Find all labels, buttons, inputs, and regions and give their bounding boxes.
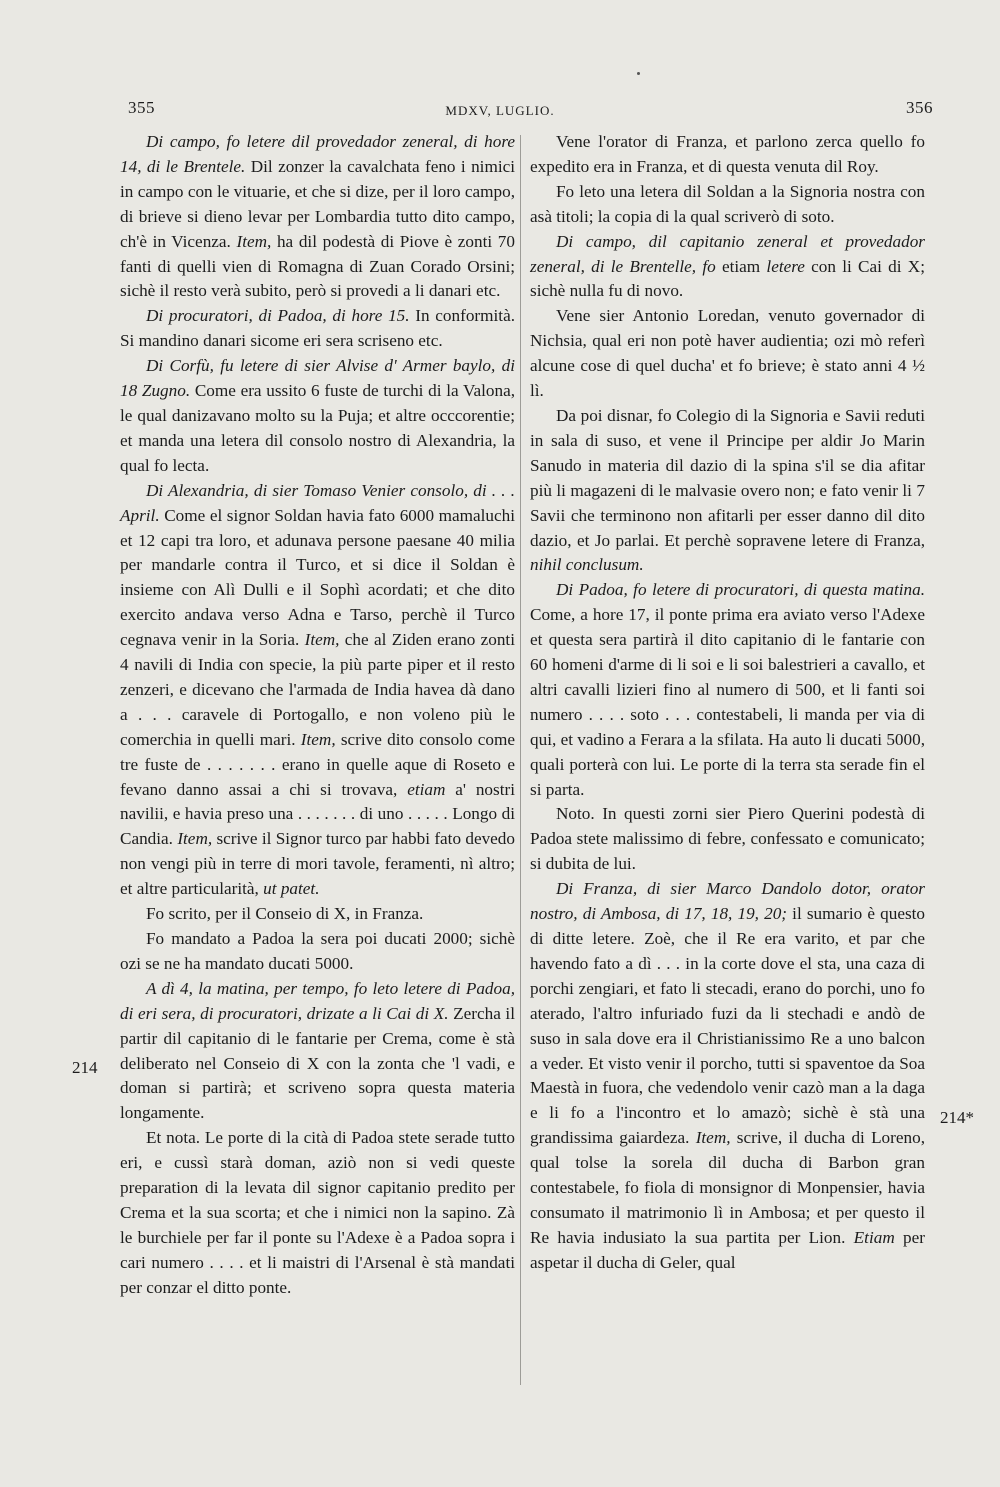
text-run: scrive, il ducha di Loreno, qual tolse la sorela dil ducha di Barbon gran contestabele, fo fiola di monsignor di Monpensier, havia consumato il matrimonio lì in Ambosa; et per questo il Re havia indusiato la sua partita per Lion.	[530, 1128, 925, 1247]
text-run: Fo mandato a Padoa la sera poi ducati 2000; sichè ozi se ne ha mandato ducati 5000.	[120, 929, 515, 973]
paragraph	[120, 130, 515, 304]
text-run: Dil zonzer la cavalchata feno i nimici in campo con le vituarie, et che si dize, per il loro campo, di brieve si dieno levar per Lombardia tutto dito campo, ch'è in Vicenza.	[120, 156, 516, 251]
paragraph	[530, 877, 925, 1276]
paragraph	[120, 479, 515, 902]
text-run: Come el signor Soldan havia fato 6000 mamaluchi et 12 capi tra loro, et adunava persone paesane 40 milia per mandarle contra il Turco, et si dice il Soldan è insieme con Alì Dulli e il Sophì acordati; et che dito exercito andava verso Adna e Tarso, perchè il Turco cegnava venir in la Soria.	[120, 505, 515, 650]
text-run: Vene l'orator di Franza, et parlono zerca quello fo expedito era in Franza, et di questa venuta dil Roy.	[530, 132, 925, 176]
left-text-column	[120, 130, 515, 1301]
text-run: In conformità. Si mandino danari sicome eri sera scriseno etc.	[120, 306, 515, 351]
text-run: scrive il Signor turco par habbi fato devedo non vengi più in terre di mori tavole, feramenti, nì altro; et altre particularità,	[120, 829, 515, 899]
paragraph	[120, 927, 515, 977]
paragraph	[120, 354, 515, 479]
italic-text-run: Etiam	[853, 1227, 895, 1247]
margin-number-left: 214	[72, 1058, 98, 1077]
text-run: il sumario è questo di ditte letere. Zoè, che il Re era varito, et par che havendo fato a dì . . . in la corte dove el sta, una caza di porchi zengiari, et fato li stecadi, erano do porchi, uno fo aterado, l'altro infuriado fuzi da li stechadi e andò de suso in sala dove era il Christianissimo Re a uno balcon a veder. Et visto venir il porcho, tutti si spaventoe da Soa Maestà in fuora, che vedendolo venir cazò man a la daga e li fo a l'incontro et lo amazò; sichè è stà una grandissima gaiardeza.	[530, 904, 926, 1148]
text-run: Vene sier Antonio Loredan, venuto governador di Nichsia, qual eri non potè haver audientia; ozi mò referì alcune cose di quel ducha' et fo brieve; è stato anni 4 ½ lì.	[530, 306, 925, 401]
paragraph	[120, 977, 515, 1126]
italic-text-run: Di campo, fo letere dil provedador zeneral, di hore 14, di le Brentele.	[120, 132, 515, 176]
page-number-left: 355	[128, 98, 155, 117]
text-run: ha dil podestà di Piove è zonti 70 fanti di quelli vien di Romagna di Zuan Corado Orsini; sichè il resto verà subito, però si provedi a li danari etc.	[120, 231, 515, 301]
italic-text-run: Item,	[177, 829, 213, 849]
text-run: Fo leto una letera dil Soldan a la Signoria nostra con asà titoli; la copia di la qual scriverò di soto.	[530, 181, 925, 226]
text-run: Da poi disnar, fo Colegio di la Signoria e Savii reduti in sala di suso, et vene il Principe per aldir Jo Marin Sanudo in materia dil dazio di la spina s'il se dia afitar più li magazeni di le malvasie overo non; e fato venir li 7 Savii che terminono non afitarli per esser danno dil dito dazio, et Jo parlai. Et perchè sopravene letere di Franza,	[530, 405, 925, 550]
italic-text-run: Di procuratori, di Padoa, di hore 15.	[146, 306, 410, 326]
paragraph	[530, 180, 925, 230]
italic-text-run: ut patet.	[263, 879, 320, 899]
italic-text-run: Item,	[304, 630, 340, 650]
text-run: che al Ziden erano zonti 4 navili di India con specie, la più parte piper et il resto zenzeri, e dicevano che l'armada de India havea dà dano a . . . caravele di Portogallo, e non voleno più le comerchia in quelli mari.	[120, 630, 515, 749]
italic-text-run: Di Franza, di sier Marco Dandolo dotor, orator nostro, di Ambosa, di 17, 18, 19, 20;	[530, 879, 925, 924]
text-run: Come era ussito 6 fuste de turchi di la Valona, le qual danizavano molto su la Puja; et altre occcorentie; et manda una letera dil consolo nostro di Alexandria, la qual fo lecta.	[120, 381, 516, 475]
italic-text-run: Item,	[695, 1128, 731, 1148]
italic-text-run: letere	[766, 256, 805, 276]
paragraph	[530, 404, 925, 578]
paragraph	[530, 130, 925, 180]
text-run: Fo scrito, per il Conseio di X, in Franza.	[146, 904, 424, 924]
paragraph	[530, 304, 925, 404]
paragraph	[530, 802, 925, 877]
column-divider	[520, 135, 521, 1385]
text-run: Noto. In questi zorni sier Piero Querini podestà di Padoa stete malissimo di febre, confessato e comunicato; si dubita de lui.	[530, 804, 925, 874]
margin-number-right: 214*	[940, 1108, 974, 1127]
paragraph	[120, 902, 515, 927]
page-number-right: 356	[906, 98, 933, 117]
text-run: Come, a hore 17, il ponte prima era aviato verso l'Adexe et questa sera partirà il dito capitanio di le fantarie con 60 homeni d'arme di li soi e li soi balestrieri a cavallo, et altri cavalli lizieri fino al numero di 500, et li fanti soi numero . . . . soto . . . contestabeli, li manda per via di qui, et vadino a Ferara a la sfilata. Ha auto li ducati 5000, quali porterà con lui. Le porte di la terra sta serade fin el si parta.	[530, 605, 925, 799]
text-run: a' nostri navilii, e havia preso una . . . . . . . di uno . . . . . Longo di Candia.	[120, 779, 515, 849]
italic-text-run: A dì 4, la matina, per tempo, fo leto letere di Padoa, di eri sera, di procuratori, drizate a li Cai di X.	[120, 978, 515, 1023]
italic-text-run: nihil conclusum.	[530, 555, 644, 575]
italic-text-run: Item,	[300, 729, 336, 749]
italic-text-run: Di campo, dil capitanio zeneral et provedador zeneral, di le Brentelle, fo	[530, 231, 925, 276]
running-title: MDXV, LUGLIO.	[445, 103, 555, 118]
paragraph	[530, 230, 925, 305]
right-text-column	[530, 130, 925, 1276]
text-run: scrive dito consolo come tre fuste de . . . . . . . erano in quelle aque di Roseto e fevano danno assai a chi si trovava,	[120, 729, 515, 799]
text-run: Zercha il partir dil capitanio di le fantarie per Crema, come è stà deliberato nel Conseio di X con la zonta che 'l vadi, e doman si partirà; et scriveno sopra questa materia longamente.	[120, 1003, 515, 1123]
italic-text-run: Di Padoa, fo letere di procuratori, di questa matina.	[556, 580, 925, 600]
italic-text-run: Di Corfù, fu letere di sier Alvise d' Armer baylo, di 18 Zugno.	[120, 356, 515, 401]
text-run: per aspetar il ducha di Geler, qual	[530, 1227, 925, 1272]
italic-text-run: Di Alexandria, di sier Tomaso Venier consolo, di . . . April.	[120, 480, 515, 525]
text-run: Et nota. Le porte di la cità di Padoa stete serade tutto eri, e cussì starà doman, aziò non si vedi queste preparation di la levata dil signor capitanio predito per Crema et la sua scorta; et che i nimici non la sapino. Zà le burchiele per far il ponte su l'Adexe è a Padoa sopra i cari numero . . . . et li maistri di l'Arsenal è stà mandati per conzar el ditto ponte.	[120, 1128, 515, 1297]
text-run: etiam	[715, 256, 767, 276]
paragraph	[120, 304, 515, 354]
text-run: con li Cai di X; sichè nulla fu di novo.	[530, 256, 925, 301]
italic-text-run: Item,	[236, 231, 272, 251]
ink-speck	[637, 72, 640, 75]
italic-text-run: etiam	[407, 779, 446, 799]
paragraph	[530, 578, 925, 802]
paragraph	[120, 1126, 515, 1300]
